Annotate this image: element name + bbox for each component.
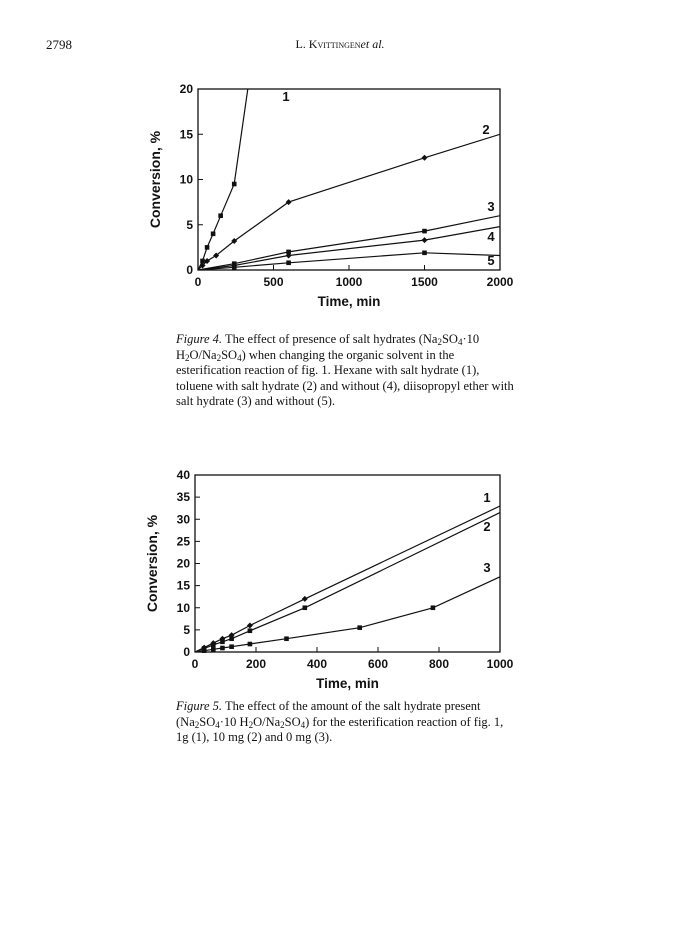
series-1-label: 1 [282,89,290,104]
y-tick-label: 5 [186,217,193,232]
figure-4-caption-part: ) when changing the organic solvent in the esterification reaction of fig. 1. Hexane with salt hydrate (1), toluene with salt hydrate (2) and without (4), diisopropyl ether with salt hydrate (3) and without (5). [176,347,514,408]
series-3-point [248,642,253,647]
plot-frame [195,475,500,652]
x-tick-label: 1500 [411,275,438,289]
series-3-point [431,605,436,610]
figure-5-caption-part: 2 [248,719,254,730]
x-axis-label: Time, min [316,676,379,691]
x-tick-label: 2000 [486,275,514,289]
series-2-line [195,513,500,652]
y-tick-label: 0 [183,645,190,659]
series-3-point [211,647,216,652]
series-2-point [248,628,253,633]
figure-5-caption-part: The effect of the amount of the salt hydrate present (Na [176,699,481,729]
figure-4-label: Figure 4. [176,332,223,346]
series-2-label: 2 [482,122,490,137]
figure-5-caption-part: 2 [280,719,285,730]
series-1-point [247,622,253,628]
y-tick-label: 10 [176,600,190,615]
x-tick-label: 600 [367,657,389,671]
figure-5-caption-part: SO [284,714,301,729]
x-tick-label: 1000 [335,275,363,289]
y-tick-label: 5 [183,622,190,637]
y-tick-label: 20 [176,556,190,571]
y-tick-label: 25 [176,534,190,549]
series-2-point [229,636,234,641]
series-2-label: 2 [483,519,491,534]
y-axis-label: Conversion, % [147,130,163,229]
x-tick-label: 800 [428,657,450,671]
series-3-label: 3 [483,560,491,575]
figure-4-caption-part: SO [441,332,458,346]
x-tick-label: 500 [263,275,284,289]
series-1-label: 1 [483,490,491,505]
figure-5-caption-part: ) for the esterification reaction of fig. 1, 1g (1), 10 mg (2) and 0 mg (3). [176,714,504,744]
x-tick-label: 0 [191,657,199,671]
series-3-line [195,577,500,652]
figure-4-caption-part: 4 [237,352,242,363]
page-number: 2798 [46,37,72,52]
series-3-point [357,625,362,630]
figure-4-caption-part: 4 [457,337,463,347]
author-suffix: et al. [360,37,385,51]
y-tick-label: 20 [179,82,193,96]
figure-5-caption-text [176,699,503,744]
series-3-point [202,648,207,653]
author-name: L. Kvittingen [295,37,361,51]
series-4-label: 4 [487,229,495,244]
x-axis-label: Time, min [317,294,381,309]
x-tick-label: 200 [245,657,267,671]
y-axis-label: Conversion, % [144,514,160,613]
series-2-point [220,640,225,645]
x-tick-label: 0 [194,275,202,289]
figure-4-caption-part: 2 [437,337,442,347]
series-5-label: 5 [487,253,495,268]
figure-5-caption-part: SO [199,714,216,729]
y-tick-label: 40 [176,468,190,482]
y-tick-label: 0 [186,263,193,277]
y-tick-label: 30 [176,512,190,527]
y-tick-label: 15 [176,578,190,593]
figure-4-caption-part: 2 [216,352,222,363]
figure-5-caption-part: O/Na [253,714,281,729]
series-3-point [220,646,225,651]
figure-4-caption-part: O/Na [189,347,217,362]
figure-4-caption-part: The effect of presence of salt hydrates (Na [222,332,438,346]
series-1-point [302,596,308,602]
y-tick-label: 15 [179,127,193,142]
figure-5-caption-part: 4 [215,719,220,730]
series-2-point [211,643,216,648]
series-3-point [229,644,234,649]
series-3-point [284,636,289,641]
figure-4-caption-part: 2 [185,352,190,363]
y-tick-label: 10 [179,172,193,187]
figure-5-caption-part: 2 [194,719,200,730]
figure-5-caption-part: ·10 H [219,714,249,729]
figure-4-caption-part: ·10 H [176,332,480,362]
x-tick-label: 400 [306,657,328,671]
figure-5-caption [176,699,514,746]
y-tick-label: 35 [176,490,190,505]
x-tick-label: 1000 [486,657,514,671]
figure-5-label: Figure 5. [176,699,223,713]
series-2-point [303,605,308,610]
series-3-label: 3 [487,199,495,214]
figure-4-caption-part: SO [221,347,238,362]
figure-5-caption-part: 4 [300,719,306,730]
